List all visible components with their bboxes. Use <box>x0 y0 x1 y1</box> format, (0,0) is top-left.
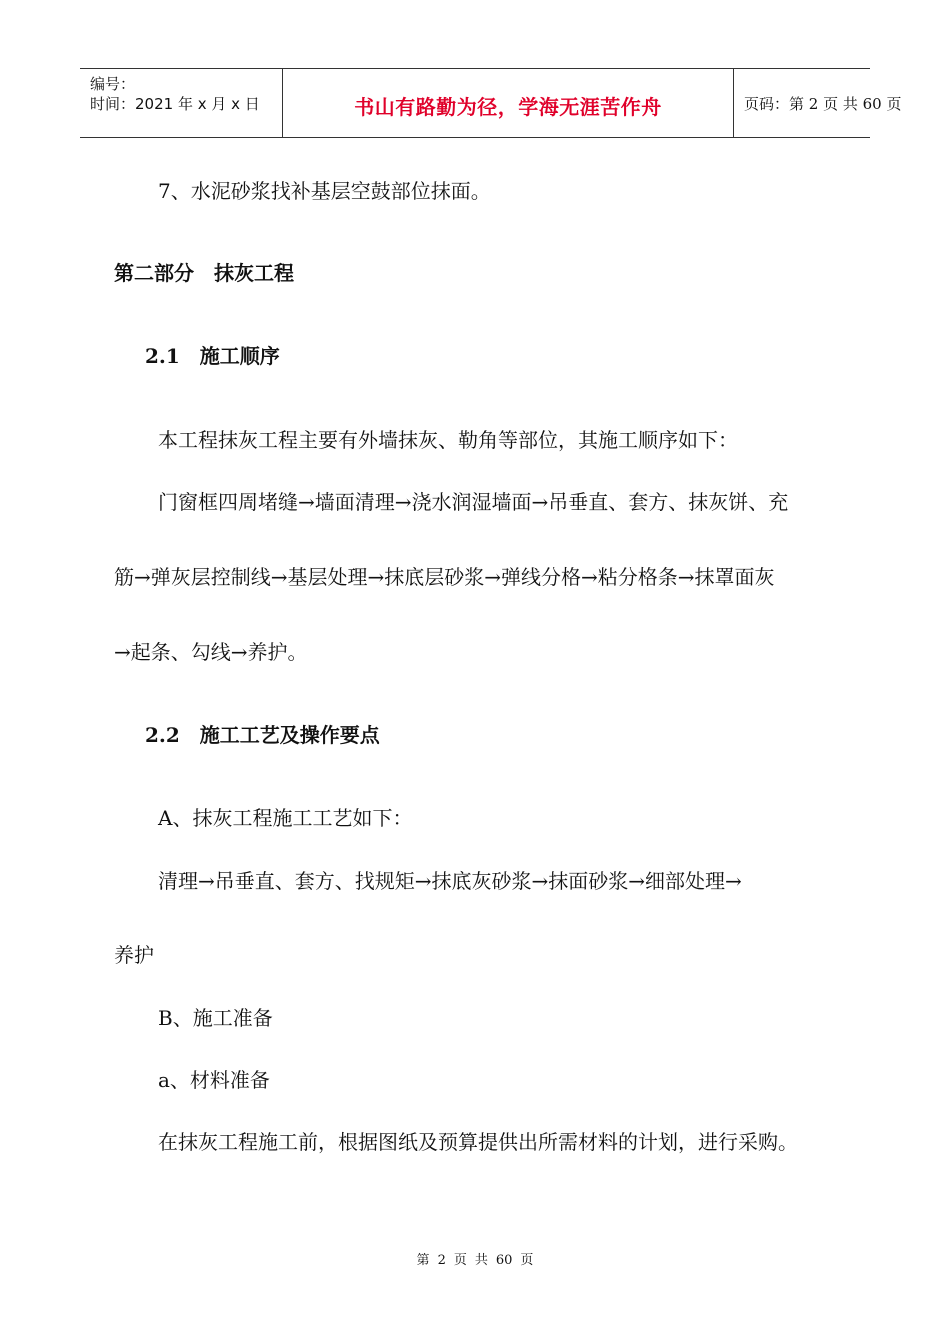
header-left-cell <box>80 69 282 137</box>
header-motto-cell <box>282 69 734 137</box>
footer-di: 第 <box>416 1253 430 1268</box>
intro-paragraph: 本工程抹灰工程主要有外墙抹灰、勒角等部位，其施工顺序如下： <box>158 428 738 452</box>
footer-ye2: 页 <box>520 1253 534 1268</box>
footer-total-pages: 60 <box>495 1253 513 1268</box>
sequence-line-1: 门窗框四周堵缝→墙面清理→浇水润湿墙面→吊垂直、套方、抹灰饼、充 <box>158 490 789 514</box>
sequence-line-2: 筋→弹灰层控制线→基层处理→抹底层砂浆→弹线分格→粘分格条→抹罩面灰 <box>114 565 775 589</box>
page-header <box>80 68 902 138</box>
sequence-line-3: →起条、勾线→养护。 <box>114 640 308 664</box>
footer-gong: 共 <box>474 1253 488 1268</box>
subsection-b-title: B、施工准备 <box>158 1006 273 1030</box>
process-line-2: 养护 <box>114 943 154 967</box>
header-page-label: 页码：第 2 页 共 60 页 <box>744 95 902 113</box>
section-heading-2-2: 2.2 施工工艺及操作要点 <box>145 723 380 747</box>
document-date-label: 时间：2021 年 x 月 x 日 <box>90 95 260 113</box>
material-prep-title: a、材料准备 <box>158 1068 270 1092</box>
section-heading-2-1: 2.1 施工顺序 <box>145 344 280 368</box>
header-motto: 书山有路勤为径，学海无涯苦作舟 <box>354 95 662 119</box>
part-title: 第二部分 抹灰工程 <box>114 261 294 285</box>
footer-ye: 页 <box>453 1253 467 1268</box>
page-footer <box>0 1249 950 1268</box>
document-number-label: 编号： <box>90 75 136 93</box>
paragraph-item-7: 7、水泥砂浆找补基层空鼓部位抹面。 <box>158 179 491 203</box>
header-right-cell <box>734 69 902 137</box>
footer-page-number: 2 <box>437 1253 446 1268</box>
subsection-a-title: A、抹灰工程施工工艺如下： <box>158 806 413 830</box>
material-prep-text: 在抹灰工程施工前，根据图纸及预算提供出所需材料的计划，进行采购。 <box>158 1130 798 1154</box>
process-line-1: 清理→吊垂直、套方、找规矩→抹底灰砂浆→抹面砂浆→细部处理→ <box>158 869 742 893</box>
